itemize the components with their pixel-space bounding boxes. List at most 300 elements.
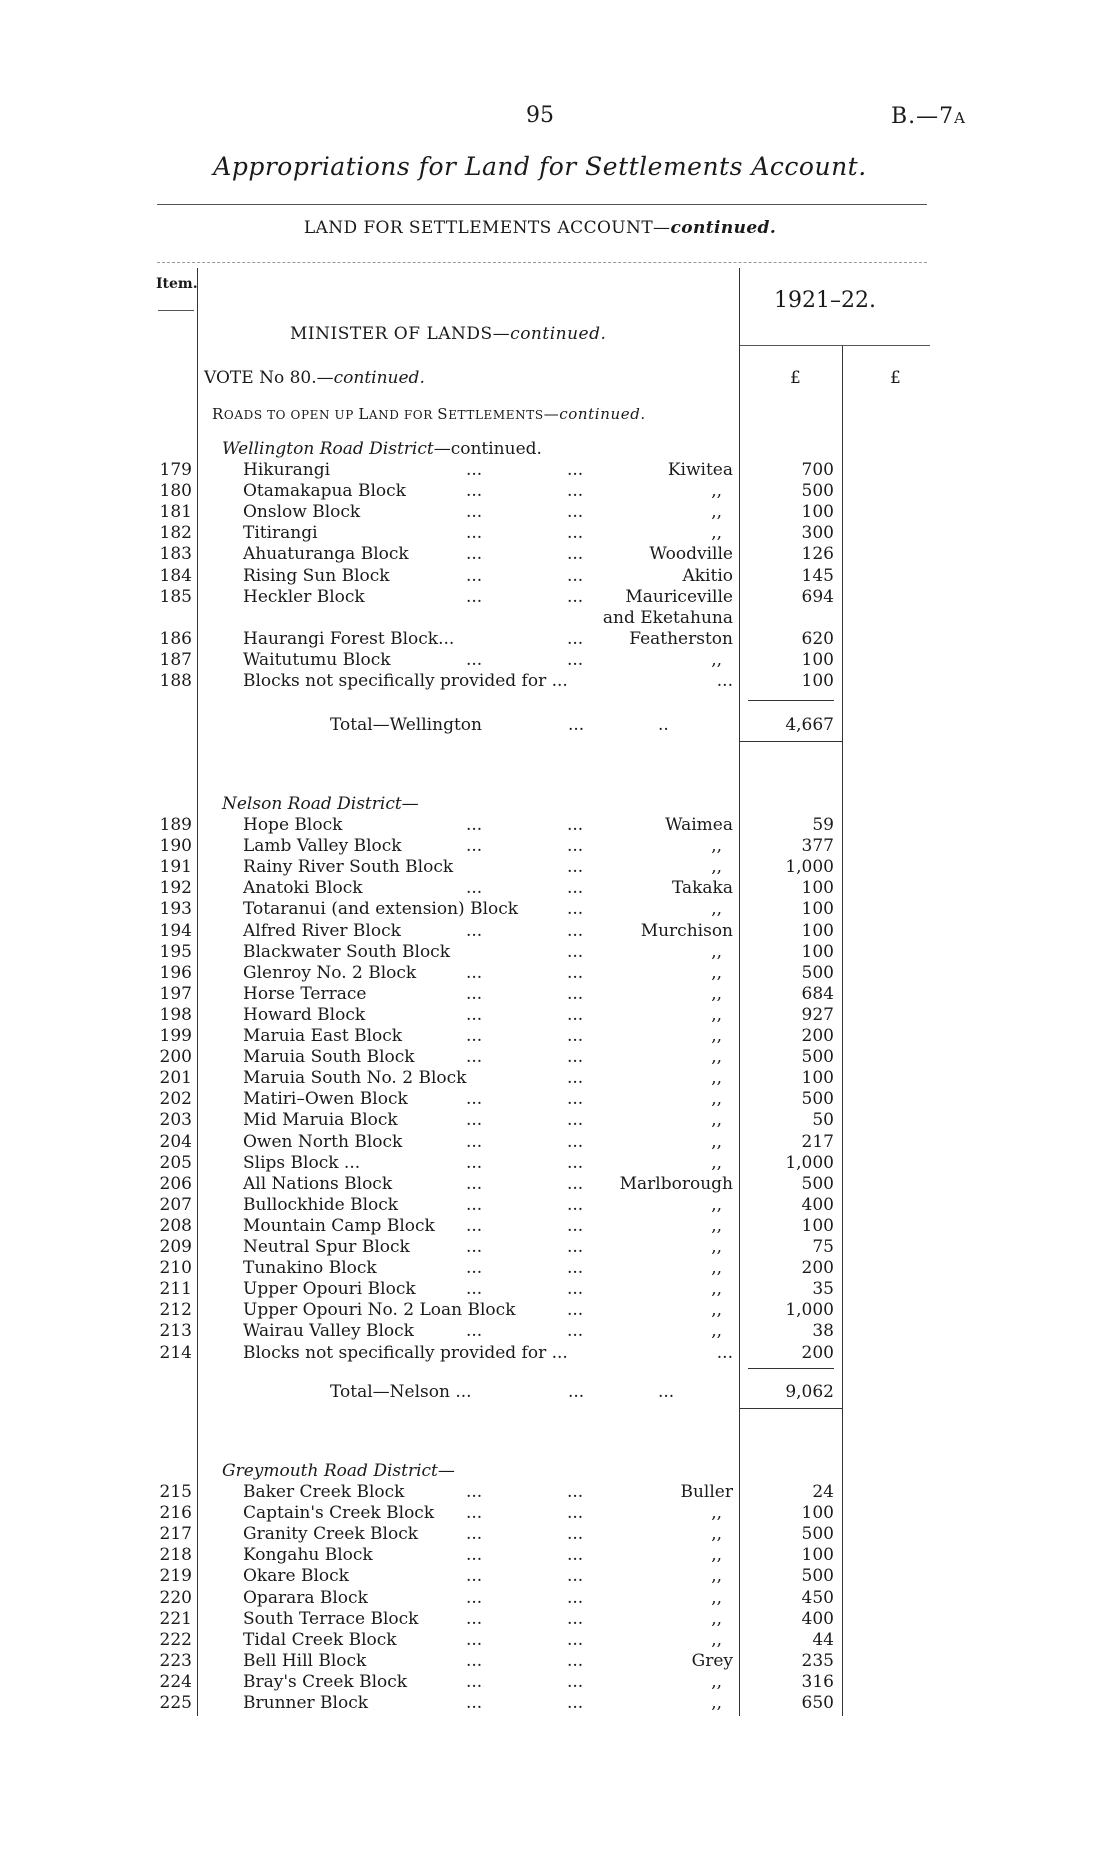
item-number: 201 (159, 1068, 192, 1089)
leader-dots: ... (466, 1026, 483, 1046)
leader-dots: ... (466, 460, 483, 480)
item-number: 186 (159, 628, 192, 649)
amount: 300 (801, 523, 834, 544)
item-number: 208 (159, 1215, 192, 1236)
item-number: 183 (159, 544, 192, 565)
leader-dots: ... (567, 628, 584, 649)
table-row (0, 857, 1114, 878)
amount: 694 (801, 586, 834, 607)
block-name: Hikurangi (243, 460, 331, 480)
leader-dots: ... (466, 1629, 483, 1650)
district-name: Nelson Road District— (222, 794, 419, 814)
leader-dots: ... (567, 1321, 584, 1342)
item-number: 212 (159, 1300, 192, 1321)
item-number: 193 (159, 899, 192, 920)
leader-dots: ... (567, 544, 584, 565)
leader-dots: ... (568, 1382, 585, 1402)
item-number: 188 (159, 671, 192, 691)
amount: 400 (801, 1608, 834, 1629)
leader-dots: ... (466, 1152, 483, 1173)
leader-dots: ... (567, 1671, 584, 1692)
table-row (0, 460, 1114, 481)
county-name: ,, (711, 1524, 722, 1545)
block-name: Alfred River Block (243, 920, 401, 941)
item-number: 191 (159, 857, 192, 878)
block-name: Bell Hill Block (243, 1650, 367, 1671)
table-row (0, 1545, 1114, 1566)
block-name: Maruia East Block (243, 1026, 403, 1046)
county-name: Takaka (671, 878, 733, 899)
year-header: 1921–22. (774, 288, 876, 313)
page-number: 95 (526, 103, 554, 128)
item-number: 225 (159, 1693, 192, 1713)
table-row (0, 650, 1114, 671)
leader-dots: ... (466, 962, 483, 983)
amount: 100 (801, 1068, 834, 1089)
document-code-main: B.—7 (890, 104, 955, 129)
leader-dots: ... (466, 1131, 483, 1152)
leader-dots: ... (567, 1608, 584, 1629)
leader-dots: ... (567, 1047, 584, 1068)
amount: 500 (801, 481, 834, 502)
table-row (0, 1672, 1114, 1693)
leader-dots: ... (567, 815, 584, 835)
vote-heading-main: VOTE No 80.— (204, 368, 334, 388)
leader-dots: ... (567, 1629, 584, 1650)
county-name: ,, (711, 1237, 722, 1257)
amount: 500 (801, 1089, 834, 1110)
table-row (0, 608, 1114, 629)
block-name: Owen North Block (243, 1131, 403, 1152)
table-row (0, 1279, 1114, 1300)
district-name: Wellington Road District (222, 439, 434, 459)
title-rule (157, 204, 927, 205)
item-number: 209 (159, 1237, 192, 1257)
leader-dots: ... (466, 1194, 483, 1215)
table-row (0, 671, 1114, 692)
leader-dots: ... (567, 1482, 584, 1502)
amount: 50 (812, 1110, 834, 1131)
county-name: ,, (711, 1089, 722, 1110)
county-name: ,, (711, 1300, 722, 1321)
leader-dots: ... (567, 1524, 584, 1545)
item-number: 197 (159, 983, 192, 1004)
pound-symbol-col1: £ (790, 368, 801, 388)
table-row (0, 566, 1114, 587)
leader-dots: ... (466, 1321, 483, 1342)
leader-dots: ... (567, 649, 584, 670)
block-name: Mid Maruia Block (243, 1110, 398, 1131)
item-number: 206 (159, 1173, 192, 1194)
leader-dots: ... (567, 1587, 584, 1608)
item-number: 189 (159, 815, 192, 835)
block-name: Blackwater South Block (243, 941, 450, 962)
county-name: ,, (711, 1194, 722, 1215)
block-name: Hope Block (243, 815, 343, 835)
item-number: 220 (159, 1587, 192, 1608)
leader-dots: ... (466, 649, 483, 670)
county-name: ,, (711, 1693, 722, 1713)
table-row (0, 1216, 1114, 1237)
block-name: Totaranui (and extension) Block (243, 899, 519, 920)
leader-dots: ... (567, 1089, 584, 1110)
account-heading-suffix: continued. (670, 218, 777, 238)
leader-dots: ... (567, 1173, 584, 1194)
leader-dots: ... (567, 1194, 584, 1215)
leader-dots: ... (567, 1650, 584, 1671)
district-name: Greymouth Road District— (222, 1461, 455, 1481)
item-header-rule (158, 310, 194, 311)
item-number: 196 (159, 962, 192, 983)
block-name: Onslow Block (243, 502, 361, 523)
roads-part-4: S (437, 405, 449, 423)
roads-part-1: OADS TO OPEN UP (223, 408, 359, 422)
block-name: Oparara Block (243, 1587, 368, 1608)
amount: 38 (812, 1321, 834, 1342)
block-name: Tunakino Block (243, 1258, 377, 1279)
section-total-row (0, 715, 1114, 736)
district-heading (222, 1461, 455, 1481)
block-name: Mountain Camp Block (243, 1215, 435, 1236)
item-number: 219 (159, 1566, 192, 1587)
county-name: ,, (711, 1026, 722, 1046)
item-number: 198 (159, 1004, 192, 1025)
leader-dots: ... (466, 1524, 483, 1545)
block-name: Kongahu Block (243, 1545, 373, 1566)
table-row (0, 1195, 1114, 1216)
county-name: ,, (711, 1152, 722, 1173)
table-row (0, 1005, 1114, 1026)
block-name: Otamakapua Block (243, 481, 406, 502)
table-row (0, 963, 1114, 984)
table-row (0, 1153, 1114, 1174)
item-number: 207 (159, 1194, 192, 1215)
county-name: ,, (711, 857, 722, 878)
county-name: ,, (711, 1131, 722, 1152)
block-name: Rainy River South Block (243, 857, 454, 878)
table-row (0, 629, 1114, 650)
leader-dots: ... (567, 878, 584, 899)
table-row (0, 1524, 1114, 1545)
item-number: 224 (159, 1671, 192, 1692)
table-row (0, 1693, 1114, 1714)
block-name: Howard Block (243, 1004, 366, 1025)
item-number: 181 (159, 502, 192, 523)
county-name: ,, (711, 1279, 722, 1300)
table-row (0, 1258, 1114, 1279)
item-number: 199 (159, 1026, 192, 1046)
leader-dots: ... (466, 1237, 483, 1257)
block-name: Upper Opouri Block (243, 1279, 416, 1300)
total-amount: 9,062 (785, 1382, 834, 1402)
leader-dots: ... (466, 815, 483, 835)
table-row (0, 1321, 1114, 1342)
county-name: Waimea (665, 815, 733, 835)
county-name: ,, (711, 1608, 722, 1629)
item-number: 187 (159, 649, 192, 670)
county-name: ,, (711, 836, 722, 857)
item-column-header: Item. (156, 276, 198, 292)
leader-dots: ... (466, 1587, 483, 1608)
table-row (0, 1609, 1114, 1630)
amount: 400 (801, 1194, 834, 1215)
block-name: Bray's Creek Block (243, 1671, 408, 1692)
leader-dots: ... (466, 920, 483, 941)
amount: 500 (801, 1524, 834, 1545)
item-number: 211 (159, 1279, 192, 1300)
item-number: 180 (159, 481, 192, 502)
amount: 100 (801, 502, 834, 523)
leader-dots: ... (466, 1545, 483, 1566)
block-name: Blocks not specifically provided for ... (243, 1342, 568, 1363)
amount: 24 (812, 1482, 834, 1502)
block-name: Neutral Spur Block (243, 1237, 410, 1257)
county-name: ,, (711, 502, 722, 523)
table-row (0, 1068, 1114, 1089)
leader-dots: ... (567, 1258, 584, 1279)
amount: 100 (801, 671, 834, 691)
leader-dots: ... (567, 836, 584, 857)
subtotal-rule (748, 1368, 834, 1369)
table-row (0, 1343, 1114, 1364)
leader-dots: ... (567, 1110, 584, 1131)
county-name: ,, (711, 1068, 722, 1089)
item-number: 190 (159, 836, 192, 857)
block-name: Ahuaturanga Block (243, 544, 409, 565)
table-row (0, 1132, 1114, 1153)
item-number: 204 (159, 1131, 192, 1152)
total-label: Total—Nelson ... (330, 1382, 472, 1402)
amount: 100 (801, 1215, 834, 1236)
amount: 450 (801, 1587, 834, 1608)
leader-dots: ... (567, 1300, 584, 1321)
block-name: Baker Creek Block (243, 1482, 405, 1502)
table-row (0, 1566, 1114, 1587)
block-name: Tidal Creek Block (243, 1629, 397, 1650)
table-row (0, 1503, 1114, 1524)
year-header-rule (740, 345, 930, 346)
section-total-row (0, 1382, 1114, 1403)
subtotal-rule (748, 700, 834, 701)
table-row (0, 921, 1114, 942)
leader-dots: ... (567, 1215, 584, 1236)
table-row (0, 587, 1114, 608)
leader-dots: ... (567, 1237, 584, 1257)
leader-dots: ... (567, 481, 584, 502)
block-name: Glenroy No. 2 Block (243, 962, 417, 983)
table-row (0, 1047, 1114, 1068)
leader-dots: ... (567, 460, 584, 480)
leader-dots: ... (658, 1382, 675, 1402)
leader-dots: ... (567, 1152, 584, 1173)
amount: 100 (801, 941, 834, 962)
document-code-suffix: A (954, 109, 966, 127)
table-row (0, 836, 1114, 857)
item-number: 185 (159, 586, 192, 607)
amount: 200 (801, 1342, 834, 1363)
table-row (0, 544, 1114, 565)
minister-heading (290, 324, 606, 344)
county-name: Featherston (629, 628, 733, 649)
county-name: Murchison (640, 920, 733, 941)
item-number: 192 (159, 878, 192, 899)
amount: 217 (801, 1131, 834, 1152)
table-row (0, 1588, 1114, 1609)
leader-dots: ... (466, 878, 483, 899)
county-name: ,, (711, 1004, 722, 1025)
amount: 500 (801, 1047, 834, 1068)
amount: 1,000 (785, 1152, 834, 1173)
leader-dots: ... (466, 565, 483, 586)
leader-dots: ... (466, 1650, 483, 1671)
item-number: 194 (159, 920, 192, 941)
total-rule (740, 1408, 842, 1409)
leader-dots: ... (567, 523, 584, 544)
roads-part-6: —continued. (543, 405, 646, 423)
amount: 1,000 (785, 1300, 834, 1321)
amount: 100 (801, 1503, 834, 1524)
leader-dots: ... (567, 1004, 584, 1025)
leader-dots: ... (567, 857, 584, 878)
district-heading (222, 439, 542, 459)
leader-dots: ... (466, 544, 483, 565)
leader-dots: ... (466, 1215, 483, 1236)
amount: 620 (801, 628, 834, 649)
county-name: ,, (711, 1258, 722, 1279)
amount: 100 (801, 899, 834, 920)
amount: 316 (801, 1671, 834, 1692)
document-title: Appropriations for Land for Settlements Account. (213, 152, 867, 181)
table-row (0, 523, 1114, 544)
leader-dots: ... (567, 1566, 584, 1587)
leader-dots: ... (466, 1503, 483, 1524)
block-name: Matiri–Owen Block (243, 1089, 408, 1110)
item-number: 210 (159, 1258, 192, 1279)
leader-dots: ... (567, 899, 584, 920)
leader-dots: ... (466, 1110, 483, 1131)
table-row (0, 502, 1114, 523)
county-name: Grey (691, 1650, 733, 1671)
district-heading (222, 794, 419, 814)
amount: 100 (801, 1545, 834, 1566)
leader-dots: ... (567, 1545, 584, 1566)
item-number: 218 (159, 1545, 192, 1566)
amount: 200 (801, 1026, 834, 1046)
district-suffix: —continued. (433, 439, 542, 459)
county-name: Kiwitea (667, 460, 733, 480)
item-number: 202 (159, 1089, 192, 1110)
county-name: ... (716, 671, 733, 691)
table-row (0, 1174, 1114, 1195)
county-name: Mauriceville (625, 586, 733, 607)
block-name: Lamb Valley Block (243, 836, 402, 857)
county-name: ,, (711, 1671, 722, 1692)
county-name: ,, (711, 1566, 722, 1587)
item-number: 205 (159, 1152, 192, 1173)
block-name: Slips Block ... (243, 1152, 361, 1173)
table-row (0, 481, 1114, 502)
amount: 927 (801, 1004, 834, 1025)
leader-dots: ... (567, 1131, 584, 1152)
county-name: ,, (711, 899, 722, 920)
table-row (0, 1110, 1114, 1131)
table-row (0, 878, 1114, 899)
table-row (0, 942, 1114, 963)
leader-dots: ... (466, 1173, 483, 1194)
block-name: Upper Opouri No. 2 Loan Block (243, 1300, 516, 1321)
amount: 100 (801, 649, 834, 670)
roads-part-3: AND FOR (368, 408, 438, 422)
leader-dots: ... (567, 962, 584, 983)
total-label: Total—Wellington (330, 715, 482, 735)
leader-dots: .. (658, 715, 669, 735)
leader-dots: ... (466, 1047, 483, 1068)
roads-part-5: ETTLEMENTS (448, 408, 544, 422)
leader-dots: ... (567, 565, 584, 586)
leader-dots: ... (466, 1608, 483, 1629)
table-row (0, 1026, 1114, 1047)
amount: 377 (801, 836, 834, 857)
item-number: 213 (159, 1321, 192, 1342)
leader-dots: ... (466, 523, 483, 544)
minister-heading-main: MINISTER OF LANDS— (290, 324, 511, 344)
table-row (0, 1300, 1114, 1321)
vote-heading (204, 368, 425, 388)
item-number: 221 (159, 1608, 192, 1629)
leader-dots: ... (466, 1089, 483, 1110)
leader-dots: ... (567, 920, 584, 941)
block-name: All Nations Block (243, 1173, 393, 1194)
leader-dots: ... (466, 1671, 483, 1692)
item-number: 223 (159, 1650, 192, 1671)
leader-dots: ... (567, 1503, 584, 1524)
item-number: 217 (159, 1524, 192, 1545)
pound-symbol-col2: £ (890, 368, 901, 388)
block-name: Blocks not specifically provided for ... (243, 671, 568, 691)
total-amount: 4,667 (785, 715, 834, 735)
table-row (0, 1651, 1114, 1672)
county-name: ,, (711, 1545, 722, 1566)
item-number: 184 (159, 565, 192, 586)
amount: 500 (801, 1173, 834, 1194)
leader-dots: ... (466, 586, 483, 607)
item-number: 203 (159, 1110, 192, 1131)
table-row (0, 984, 1114, 1005)
county-name: ,, (711, 1215, 722, 1236)
account-rule (157, 262, 927, 263)
county-name: ,, (711, 1503, 722, 1524)
table-row (0, 1482, 1114, 1503)
amount: 145 (801, 565, 834, 586)
block-name: Heckler Block (243, 586, 365, 607)
leader-dots: ... (567, 1068, 584, 1089)
item-number: 200 (159, 1047, 192, 1068)
amount: 100 (801, 920, 834, 941)
block-name: Maruia South Block (243, 1047, 415, 1068)
leader-dots: ... (466, 983, 483, 1004)
leader-dots: ... (567, 1279, 584, 1300)
block-name: Titirangi (243, 523, 318, 544)
roads-part-2: L (358, 405, 369, 423)
county-name: ,, (711, 481, 722, 502)
county-name: ,, (711, 1047, 722, 1068)
county-name: Akitio (682, 565, 733, 586)
amount: 235 (801, 1650, 834, 1671)
item-number: 179 (159, 460, 192, 480)
roads-part-0: R (212, 405, 224, 423)
amount: 126 (801, 544, 834, 565)
county-name: ,, (711, 1629, 722, 1650)
